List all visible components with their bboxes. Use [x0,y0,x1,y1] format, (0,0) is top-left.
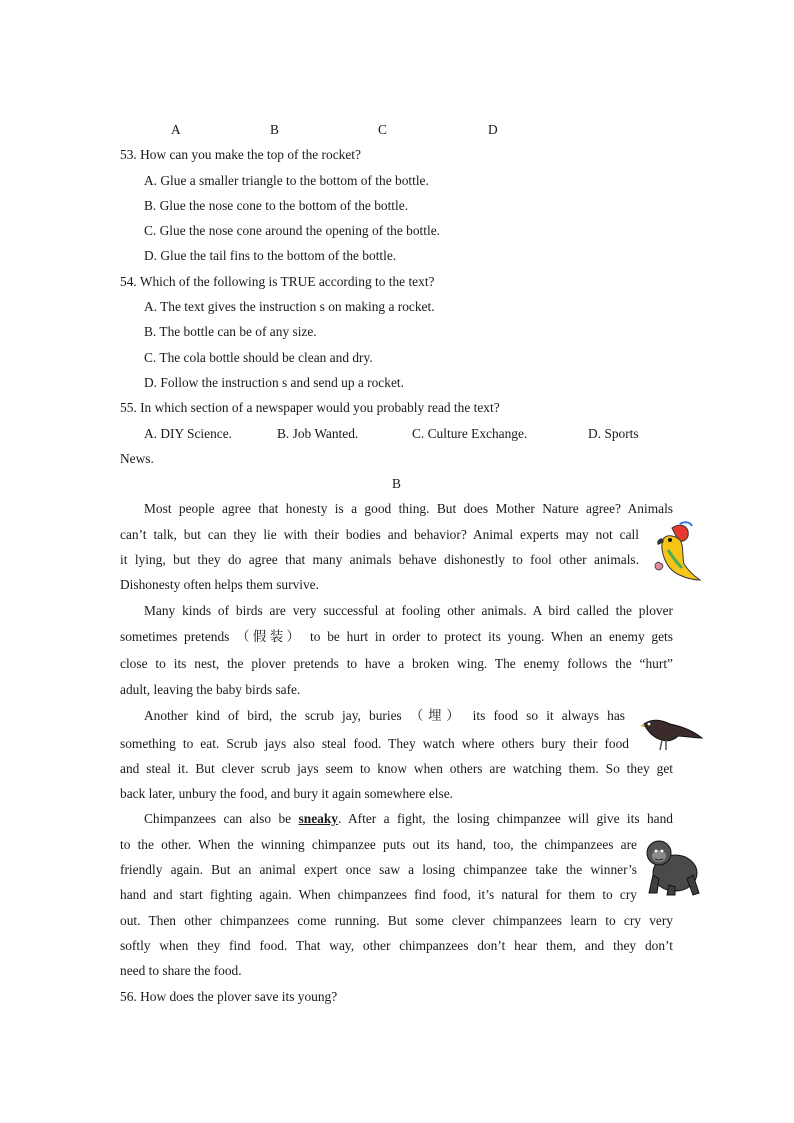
q54-option-c: C. The cola bottle should be clean and dry. [144,350,373,365]
p1-line-4: Dishonesty often helps them survive. [120,577,319,592]
p4-line-4: hand and start fighting again. When chimpanzees find food, it’s natural for them to cry [120,887,637,902]
p4-line-1-after: . After a fight, the losing chimpanzee will give its hand [337,811,673,826]
p3-line-3: and steal it. But clever scrub jays seem to know when others are watching them. So they get [120,761,673,776]
q54-option-a: A. The text gives the instruction s on making a rocket. [144,299,435,314]
question-54: 54. Which of the following is TRUE according to the text? [120,274,435,289]
p4-line-3: friendly again. But an animal expert once saw a losing chimpanzee take the winner’s [120,862,637,877]
q54-option-b: B. The bottle can be of any size. [144,324,317,339]
p1-line-2: can’t talk, but can they lie with their bodies and behavior? Animal experts may not call [120,527,639,542]
p1-line-3: it lying, but they do agree that many animals behave dishonestly to fool other animals. [120,552,639,567]
p4-line-1-before: Chimpanzees can also be [144,811,292,826]
picture-label-c: C [378,122,387,137]
scrub-jay-icon [640,712,704,752]
q53-option-b: B. Glue the nose cone to the bottom of the bottle. [144,198,409,213]
p4-line-5: out. Then other chimpanzees come running. But some clever chimpanzees learn to cry very [120,913,673,928]
question-56: 56. How does the plover save its young? [120,989,338,1004]
p3-line-2: something to eat. Scrub jays also steal food. They watch where others bury their food [120,736,629,751]
q54-option-d: D. Follow the instruction s and send up a rocket. [144,375,404,390]
picture-label-b: B [270,122,279,137]
chimpanzee-icon [641,835,703,897]
p2-line-2: sometimes pretends （假装） to be hurt in order to protect its young. When an enemy gets [120,629,673,644]
q55-option-c: C. Culture Exchange. [412,426,528,441]
p2-line-4: adult, leaving the baby birds safe. [120,682,301,697]
p4-line-1 [144,810,673,828]
sneaky-keyword: sneaky [298,811,338,826]
q55-option-b: B. Job Wanted. [277,426,359,441]
p1-line-1: Most people agree that honesty is a good thing. But does Mother Nature agree? Animals [144,501,673,516]
p4-line-2: to the other. When the winning chimpanzee puts out its hand, too, the chimpanzees are [120,837,637,852]
p2-line-1: Many kinds of birds are very successful at fooling other animals. A bird called the plover [144,603,673,618]
p4-line-7: need to share the food. [120,963,242,978]
q53-option-a: A. Glue a smaller triangle to the bottom of the bottle. [144,173,429,188]
q53-option-c: C. Glue the nose cone around the opening of the bottle. [144,223,441,238]
p2-line-3: close to its nest, the plover pretends to have a broken wing. The enemy follows the “hurt” [120,656,673,671]
q53-option-d: D. Glue the tail fins to the bottom of the bottle. [144,248,397,263]
q55-option-d: D. Sports [588,426,639,441]
picture-label-a: A [171,122,181,137]
question-55: 55. In which section of a newspaper would you probably read the text? [120,400,500,415]
question-53: 53. How can you make the top of the rocket? [120,147,361,162]
p3-line-1: Another kind of bird, the scrub jay, buries （埋） its food so it always has [144,708,625,723]
q55-option-d-wrap: News. [120,451,154,466]
section-b-heading: B [392,476,401,491]
p4-line-6: softly when they find food. That way, other chimpanzees don’t hear them, and they don’t [120,938,673,953]
q55-option-a: A. DIY Science. [144,426,232,441]
picture-label-d: D [488,122,498,137]
p3-line-4: back later, unbury the food, and bury it again somewhere else. [120,786,454,801]
parrot-icon [650,520,702,582]
